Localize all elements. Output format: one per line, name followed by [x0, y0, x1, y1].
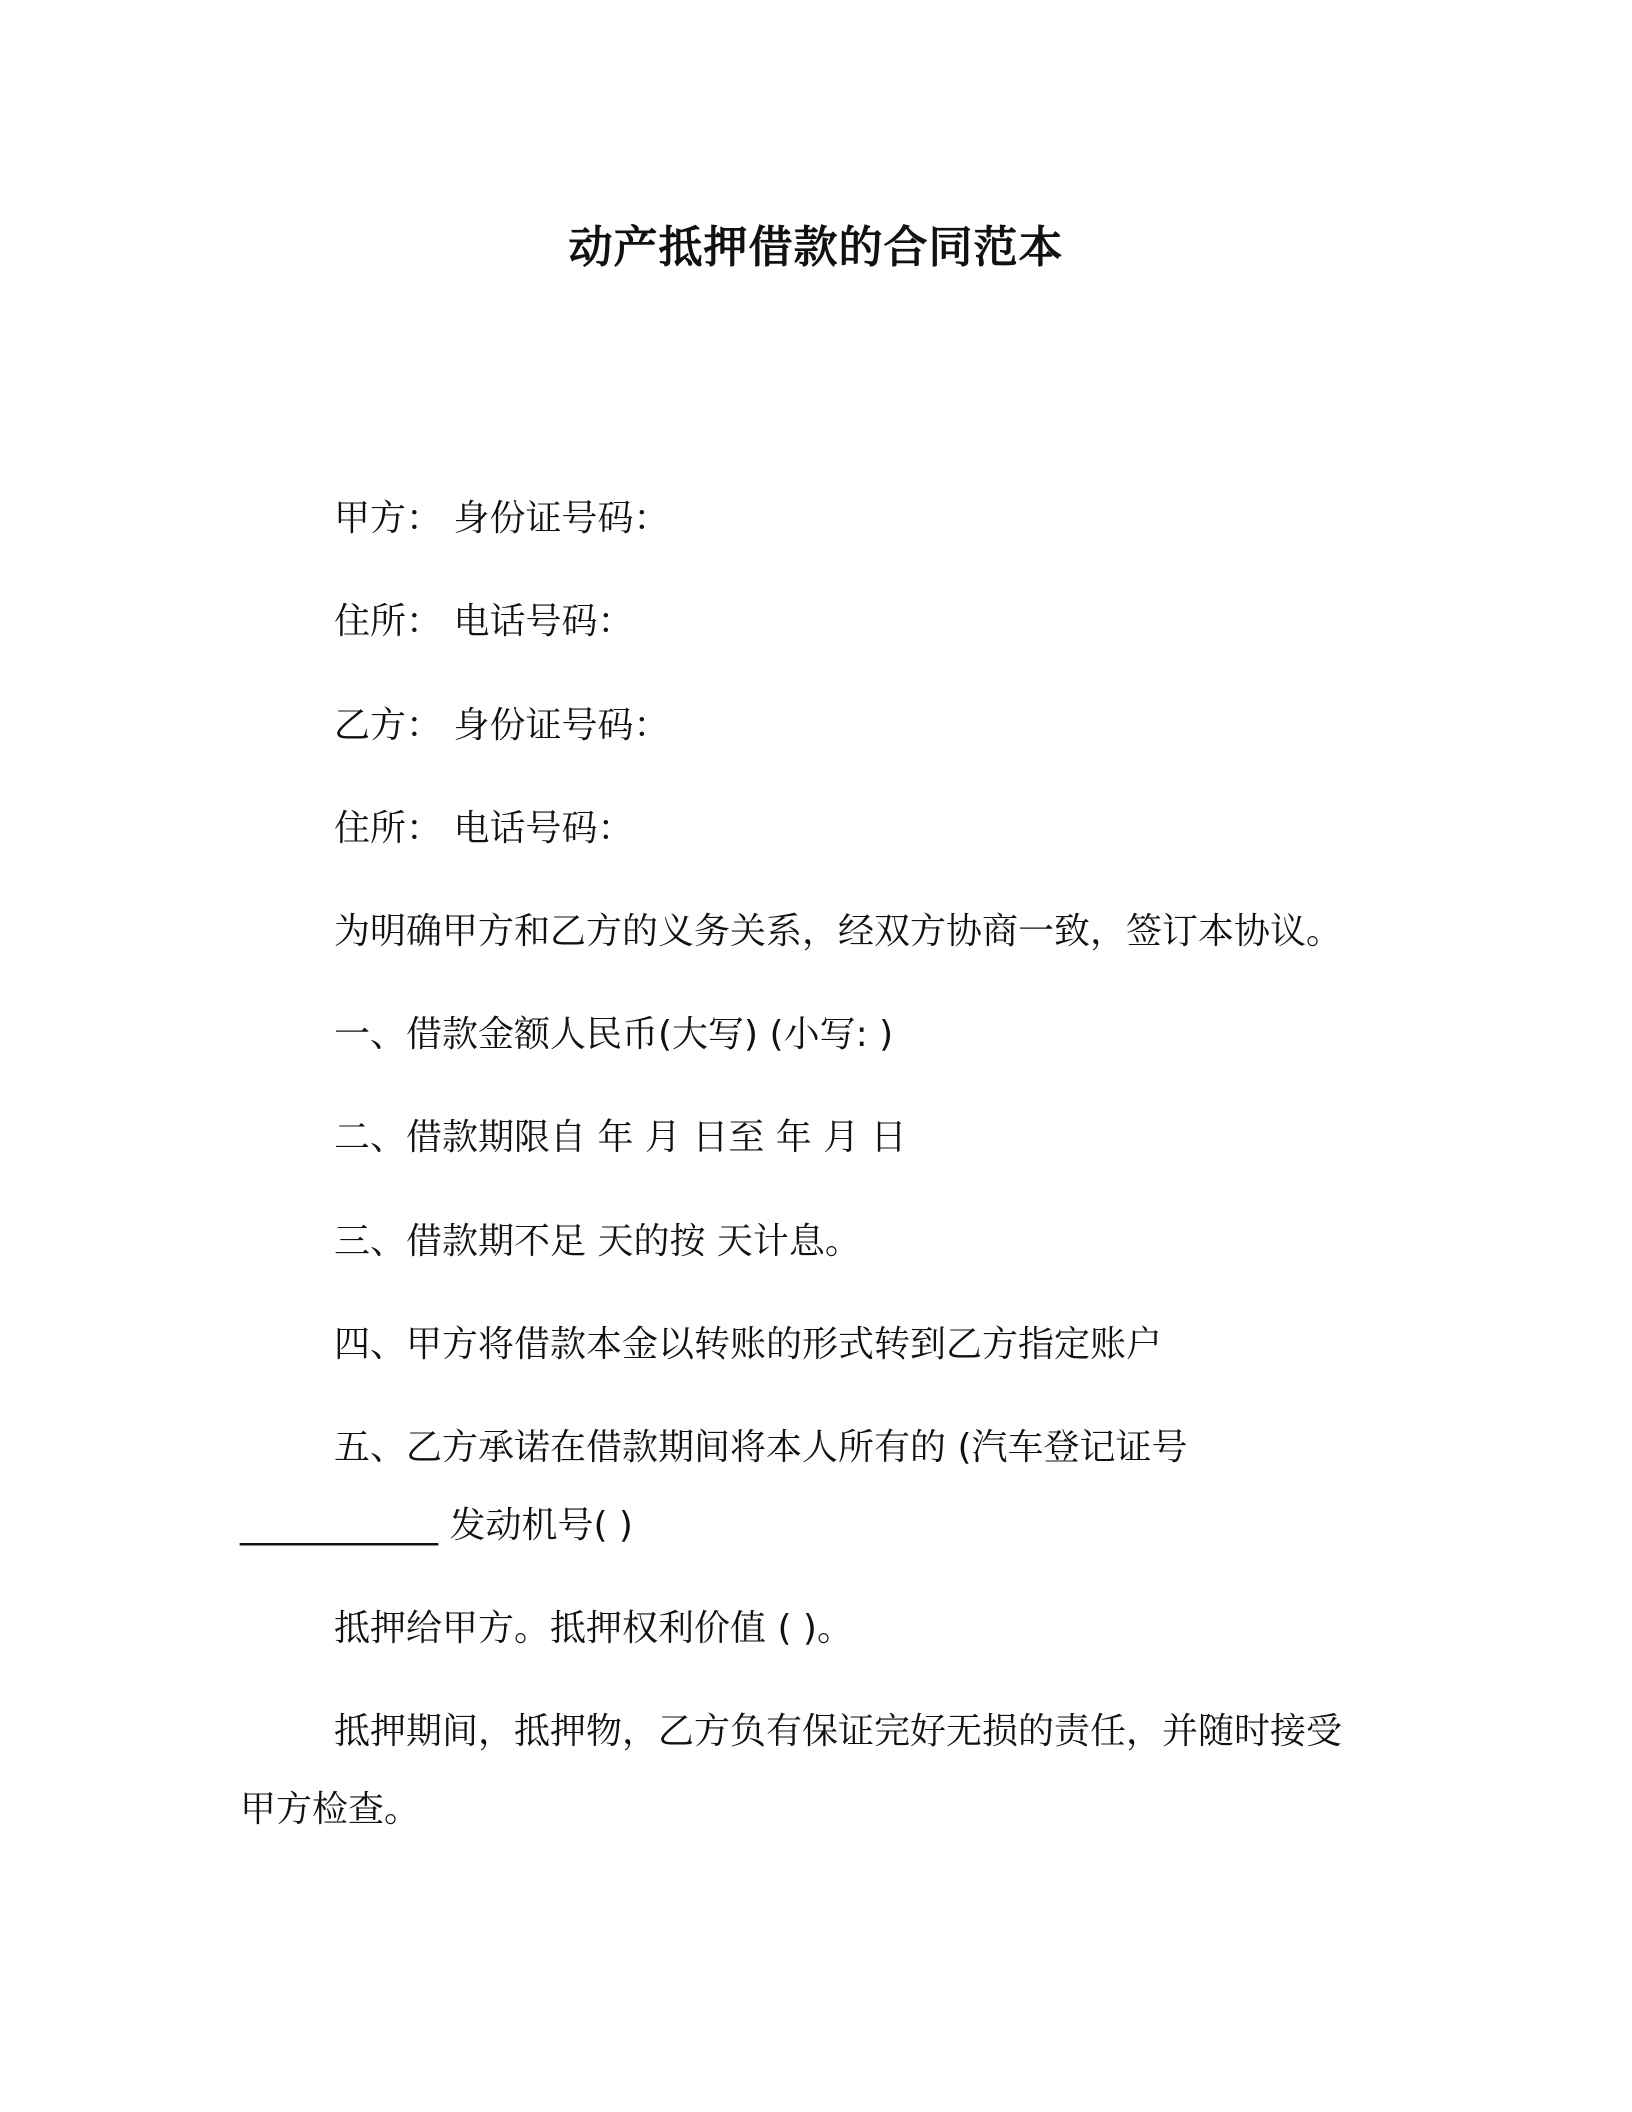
preamble-paragraph: 为明确甲方和乙方的义务关系，经双方协商一致，签订本协议。: [334, 911, 1343, 952]
party-a-address-line: 住所： 电话号码：: [334, 601, 634, 642]
clause-3: 三、借款期不足 天的按 天计息。: [334, 1221, 861, 1262]
party-b-address-line: 住所： 电话号码：: [334, 808, 634, 849]
collateral-line: 抵押给甲方。抵押权利价值 ( )。: [334, 1608, 853, 1649]
clause-1: 一、借款金额人民币(大写) (小写: ): [334, 1014, 894, 1055]
clause-4: 四、甲方将借款本金以转账的形式转到乙方指定账户: [334, 1324, 1163, 1365]
custody-paragraph-line-1: 抵押期间，抵押物，乙方负有保证完好无损的责任，并随时接受: [334, 1711, 1343, 1752]
party-b-line: 乙方： 身份证号码：: [334, 705, 670, 746]
clause-5-line-2: ___________ 发动机号( ): [240, 1505, 633, 1546]
custody-paragraph-line-2: 甲方检查。: [240, 1789, 421, 1830]
document-title: 动产抵押借款的合同范本: [568, 222, 1064, 273]
clause-2: 二、借款期限自 年 月 日至 年 月 日: [334, 1117, 907, 1158]
clause-5-line-1: 五、乙方承诺在借款期间将本人所有的 (汽车登记证号: [334, 1427, 1188, 1468]
party-a-line: 甲方： 身份证号码：: [334, 498, 670, 539]
